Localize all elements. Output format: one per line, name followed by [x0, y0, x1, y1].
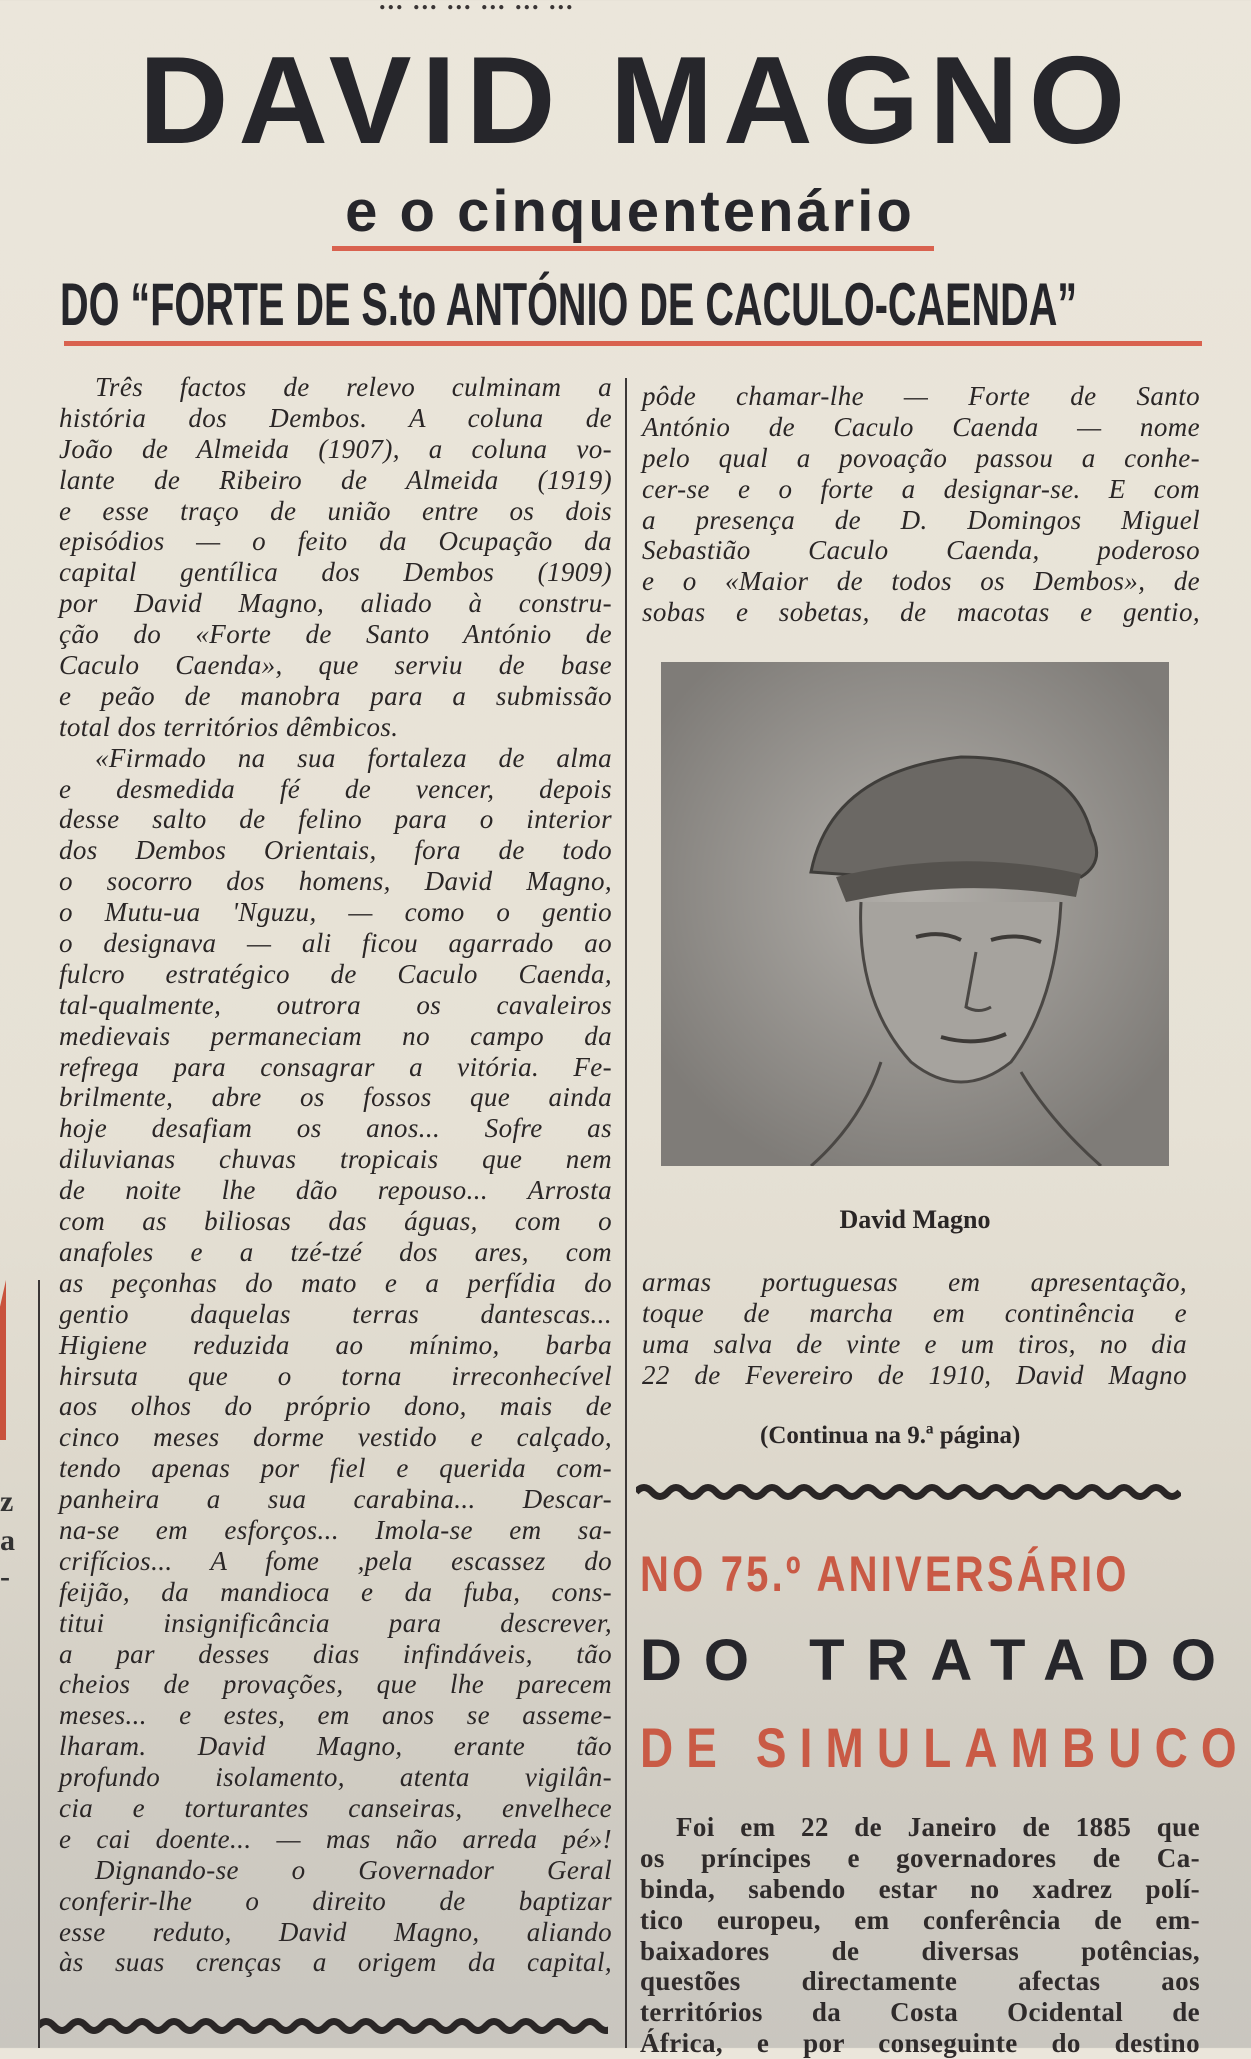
cropped-red-letter: [0, 1280, 6, 1440]
second-article-body: [640, 1812, 1200, 2059]
text-line: 22 de Fevereiro de 1910, David Magno: [642, 1359, 1187, 1390]
portrait-illustration: [661, 662, 1169, 1166]
text-line: pôde chamar-lhe — Forte de Santo: [642, 381, 1200, 411]
red-rule: [64, 341, 1202, 346]
text-line: gentio daquelas terras dantescas...: [59, 1298, 612, 1329]
portrait-photo: [661, 662, 1169, 1166]
text-line: conferir-lhe o direito de baptizar: [59, 1885, 612, 1916]
text-line: Três factos de relevo culminam a: [95, 372, 612, 402]
text-line: anafoles e a tzé-tzé dos ares, com: [59, 1236, 612, 1267]
text-line: uma salva de vinte e um tiros, no dia: [642, 1328, 1187, 1359]
text-line: cheios de provações, que lhe parecem: [59, 1669, 612, 1700]
text-line: pelo qual a povoação passou a conhe-: [642, 442, 1200, 473]
text-line: capital gentílica dos Dembos (1909): [59, 557, 612, 588]
text-line: João de Almeida (1907), a coluna vo-: [59, 433, 612, 464]
text-line: episódios — o feito da Ocupação da: [59, 526, 612, 557]
column-divider: [625, 378, 627, 2048]
subheadline: e o cinquentenário: [345, 179, 915, 244]
text-line: desse salto de felino para o interior: [59, 804, 612, 835]
text-line: «Firmado na sua fortaleza de alma: [95, 742, 612, 773]
edge-fragment: z: [0, 1485, 14, 1518]
text-line: territórios da Costa Ocidental de: [640, 1997, 1200, 2028]
second-article-title-3: DE SIMULAMBUCO: [640, 1716, 1250, 1779]
text-line: Dignando-se o Governador Geral: [95, 1854, 612, 1885]
text-line: história dos Dembos. A coluna de: [59, 402, 612, 433]
left-column: [59, 372, 612, 1978]
text-line: África, e por conseguinte do destino: [640, 2028, 1200, 2059]
text-line: cinco meses dorme vestido e calçado,: [59, 1422, 612, 1453]
text-line: feijão, da mandioca e da fuba, cons-: [59, 1576, 612, 1607]
text-line: brilmente, abre os fossos que ainda: [59, 1082, 612, 1113]
text-line: medievais permaneciam no campo da: [59, 1020, 612, 1051]
text-line: lante de Ribeiro de Almeida (1919): [59, 464, 612, 495]
text-line: baixadores de diversas potências,: [640, 1935, 1200, 1966]
text-line: ção do «Forte de Santo António de: [59, 619, 612, 650]
text-line: Foi em 22 de Janeiro de 1885 que: [676, 1812, 1200, 1842]
continued-note: (Continua na 9.ª página): [760, 1422, 1021, 1449]
text-line: tendo apenas por fiel e querida com-: [59, 1453, 612, 1484]
column-rule: [38, 1280, 40, 2048]
text-line: hoje desafiam os anos... Sofre as: [59, 1113, 612, 1144]
text-line: tico europeu, em conferência de em-: [640, 1904, 1200, 1935]
text-line: a par desses dias infindáveis, tão: [59, 1638, 612, 1669]
wavy-divider: [636, 1482, 1181, 1502]
text-line: crifícios... A fome ,pela escassez do: [59, 1545, 612, 1576]
text-line: por David Magno, aliado à constru-: [59, 588, 612, 619]
text-line: toque de marcha em continência e: [642, 1297, 1187, 1328]
wavy-divider: [38, 2016, 608, 2036]
text-line: lharam. David Magno, erante tão: [59, 1731, 612, 1762]
text-line: Caculo Caenda», que serviu de base: [59, 650, 612, 681]
text-line: aos olhos do próprio dono, mais de: [59, 1391, 612, 1422]
text-line: dos Dembos Orientais, fora de todo: [59, 835, 612, 866]
text-line: binda, sabendo estar no xadrez polí-: [640, 1873, 1200, 1904]
edge-fragment: -: [0, 1560, 10, 1593]
text-line: as peçonhas do mato e a perfídia do: [59, 1267, 612, 1298]
right-column-top: [642, 381, 1200, 628]
text-line: e desmedida fé de vencer, depois: [59, 773, 612, 804]
text-line: os príncipes e governadores de Ca-: [640, 1842, 1200, 1873]
text-line: cer-se e o forte a designar-se. E com: [642, 473, 1200, 504]
text-line: titui insignificância para descrever,: [59, 1607, 612, 1638]
text-line: às suas crenças a origem da capital,: [59, 1947, 612, 1978]
red-rule: [332, 246, 934, 251]
text-line: António de Caculo Caenda — nome: [642, 411, 1200, 442]
text-line: profundo isolamento, atenta vigilân-: [59, 1762, 612, 1793]
text-line: e esse traço de união entre os dois: [59, 495, 612, 526]
text-line: esse reduto, David Magno, aliando: [59, 1916, 612, 1947]
text-line: refrega para consagrar a vitória. Fe-: [59, 1051, 612, 1082]
subtitle-wrap: [60, 270, 1205, 340]
right-column-mid: [642, 1267, 1187, 1391]
second-article-title-1: NO 75.º ANIVERSÁRIO: [640, 1546, 1130, 1602]
text-line: diluvianas chuvas tropicais que nem: [59, 1144, 612, 1175]
headline: DAVID MAGNO: [138, 32, 1136, 170]
text-line: e peão de manobra para a submissão: [59, 680, 612, 711]
text-line: questões directamente afectas aos: [640, 1966, 1200, 1997]
text-line: Higiene reduzida ao mínimo, barba: [59, 1329, 612, 1360]
text-line: com as biliosas das águas, com o: [59, 1206, 612, 1237]
text-line: o designava — ali ficou agarrado ao: [59, 928, 612, 959]
text-line: a presença de D. Domingos Miguel: [642, 504, 1200, 535]
subtitle: DO “FORTE DE S.to ANTÓNIO DE CACULO-CAENDA”: [60, 271, 1078, 338]
text-line: tal-qualmente, outrora os cavaleiros: [59, 989, 612, 1020]
cropped-top-text: ... ... ... ... ... ...: [380, 0, 576, 15]
text-line: e cai doente... — mas não arreda pé»!: [59, 1823, 612, 1854]
text-line: total dos territórios dêmbicos.: [59, 711, 399, 742]
text-line: na-se em esforços... Imola-se em sa-: [59, 1514, 612, 1545]
text-line: o socorro dos homens, David Magno,: [59, 866, 612, 897]
edge-fragment: a: [0, 1524, 15, 1557]
text-line: fulcro estratégico de Caculo Caenda,: [59, 958, 612, 989]
text-line: sobas e sobetas, de macotas e gentio,: [642, 597, 1200, 628]
text-line: e o «Maior de todos os Dembos», de: [642, 566, 1200, 597]
text-line: de noite lhe dão repouso... Arrosta: [59, 1175, 612, 1206]
text-line: panheira a sua carabina... Descar-: [59, 1484, 612, 1515]
text-line: Sebastião Caculo Caenda, poderoso: [642, 535, 1200, 566]
text-line: armas portuguesas em apresentação,: [642, 1267, 1187, 1297]
photo-caption: David Magno: [839, 1205, 991, 1234]
second-article-title-2: DO TRATADO: [640, 1628, 1239, 1693]
text-line: o Mutu-ua 'Nguzu, — como o gentio: [59, 897, 612, 928]
text-line: meses... e estes, em anos se asseme-: [59, 1700, 612, 1731]
text-line: hirsuta que o torna irreconhecível: [59, 1360, 612, 1391]
text-line: cia e torturantes canseiras, envelhece: [59, 1792, 612, 1823]
